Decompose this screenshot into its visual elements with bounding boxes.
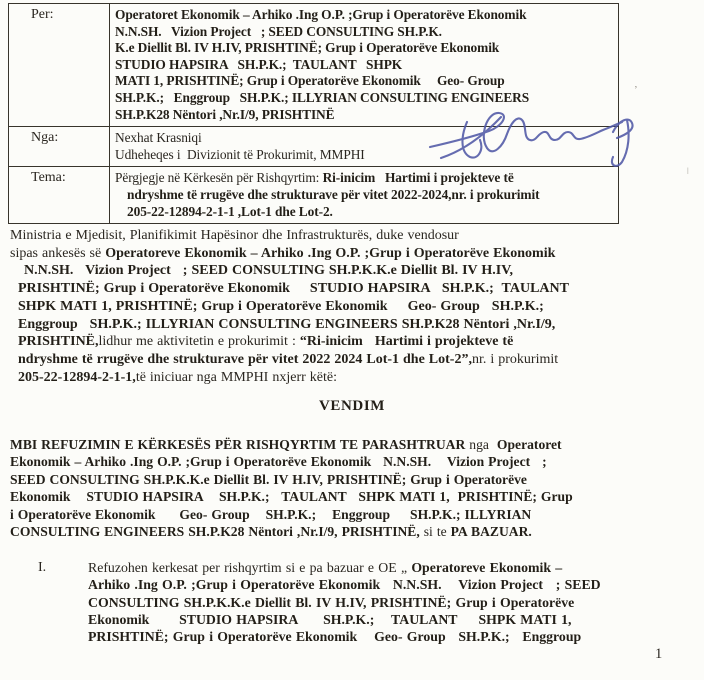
memo-content-per: Operatoret Ekonomik – Arhiko .Ing O.P. ;Grup i Operatorëve Ekonomik N.N.SH. Vizion Project ; SEED CONSULTING SH.P.K. K.e Diellit Bl. IV H.IV, PRISHTINË; Grup i Operatorëve Ekonomik STUDIO HAPSIRA SH.P.K.; TAULANT SHPK MATI 1, PRISHTINË; Grup i Operatorëve Ekonomik Geo- Group SH.P.K.; Enggroup SH.P.K.; ILLYRIAN CONSULTING ENGINEERS SH.P.K28 Nëntori ,Nr.I/9, PRISHTINË — [115, 7, 530, 122]
list-item-number: I. — [38, 560, 47, 575]
scan-artifact-mark: ’ — [634, 84, 638, 96]
page-number: 1 — [655, 646, 663, 662]
memo-row-tema — [9, 166, 618, 223]
memo-content-tema: Përgjegje në Kërkesën për Rishqyrtim: Ri-inicim Hartimi i projekteve të ndryshme të rrugëve dhe strukturave për vitet 2022-2024,nr. i prokurimit 205-22-12894-2-1-1 ,Lot-1 dhe Lot-2. — [115, 170, 540, 219]
memo-label-nga: Nga: — [9, 127, 110, 166]
memo-row-nga — [9, 126, 618, 166]
memo-row-per — [9, 4, 618, 126]
memo-content-nga: Nexhat Krasniqi Udheheqes i Divizionit të Prokurimit, MMPHI — [115, 130, 365, 162]
list-item-1 — [38, 559, 648, 645]
memo-label-tema: Tema: — [9, 167, 110, 223]
intro-paragraph: Ministria e Mjedisit, Planifikimit Hapësinor dhe Infrastrukturës, duke vendosur sipas ankesës së Operatoreve Ekonomik – Arhiko .Ing O.P. ;Grup i Operatorëve Ekonomik N.N.SH. Vizion Project ; SEED CONSULTING SH.P.K.K.e Diellit Bl. IV H.IV, PRISHTINË; Grup i Operatorëve Ekonomik STUDIO HAPSIRA SH.P.K.; TAULANT SHPK MATI 1, PRISHTINË; Grup i Operatorëve Ekonomik Geo- Group SH.P.K.; Enggroup SH.P.K.; ILLYRIAN CONSULTING ENGINEERS SH.P.K28 Nëntori ,Nr.I/9, PRISHTINË,lidhur me aktivitetin e prokurimit : “Ri-inicim Hartimi i projekteve të ndryshme të rrugëve dhe strukturave për vitet 2022 2024 Lot-1 dhe Lot-2”,nr. i prokurimit 205-22-12894-2-1-1,të iniciuar nga MMPHI nxjerr këtë: — [10, 228, 569, 385]
list-item-content: Refuzohen kerkesat per rishqyrtim si e pa bazuar e OE „ Operatoreve Ekonomik – Arhiko .Ing O.P. ;Grup i Operatorëve Ekonomik N.N.SH. Vizion Project ; SEED CONSULTING SH.P.K.K.e Diellit Bl. IV H.IV, PRISHTINË; Grup i Operatorëve Ekonomik STUDIO HAPSIRA SH.P.K.; TAULANT SHPK MATI 1, PRISHTINË; Grup i Operatorëve Ekonomik Geo- Group SH.P.K.; Enggroup — [88, 560, 601, 645]
memo-header-table — [8, 3, 619, 224]
memo-label-per: Per: — [9, 4, 110, 126]
decision-heading: VENDIM — [318, 398, 386, 414]
scan-artifact-mark: ǀ — [687, 166, 689, 176]
refusal-paragraph: MBI REFUZIMIN E KËRKESËS PËR RISHQYRTIM TE PARASHTRUAR nga Operatoret Ekonomik – Arhiko .Ing O.P. ;Grup i Operatorëve Ekonomik N.N.SH. Vizion Project ; SEED CONSULTING SH.P.K.K.e Diellit Bl. IV H.IV, PRISHTINË; Grup i Operatorëve Ekonomik STUDIO HAPSIRA SH.P.K.; TAULANT SHPK MATI 1, PRISHTINË; Grup i Operatorëve Ekonomik Geo- Group SH.P.K.; Enggroup SH.P.K.; ILLYRIAN CONSULTING ENGINEERS SH.P.K28 Nëntori ,Nr.I/9, PRISHTINË, si te PA BAZUAR. — [10, 437, 573, 540]
